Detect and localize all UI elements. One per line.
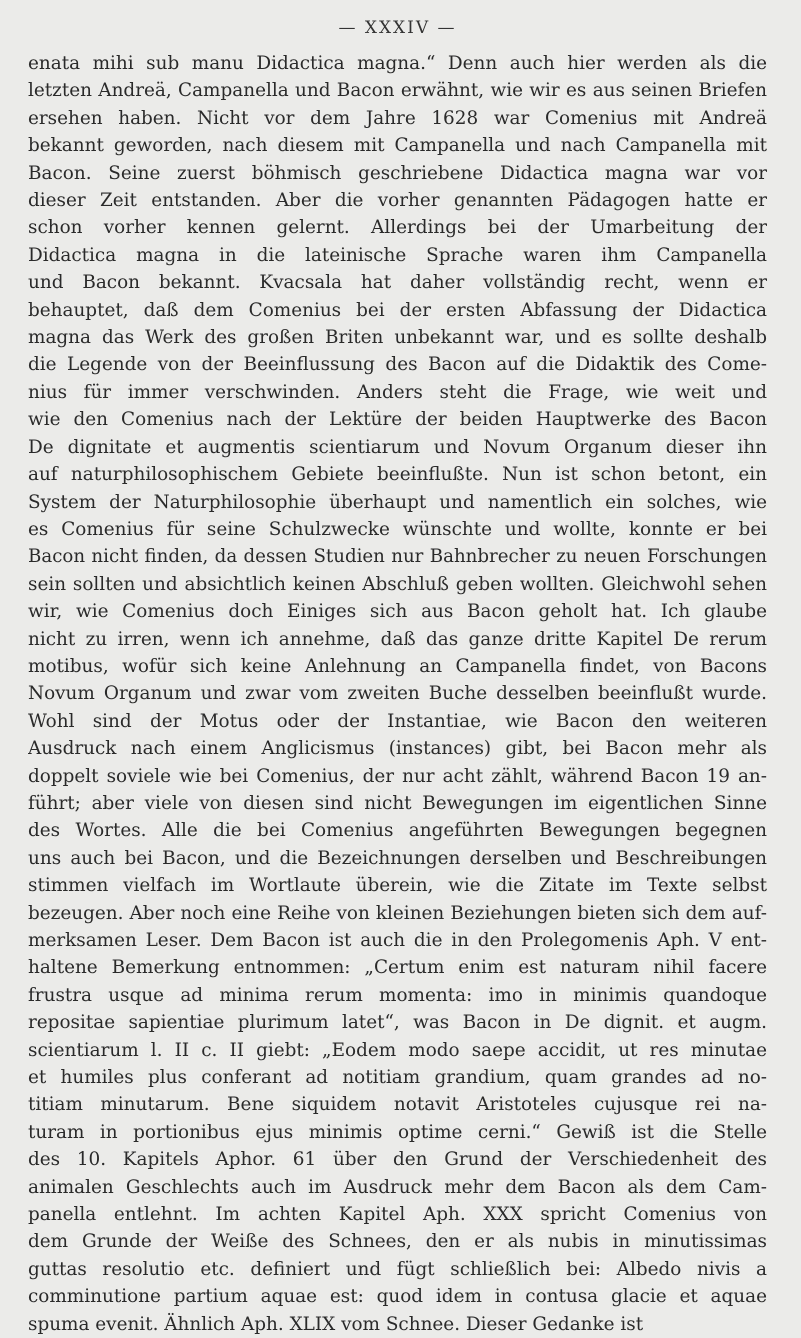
text-line: Didactica magna in die lateinische Sprache waren ihm Campanella [28, 244, 767, 266]
text-line: nicht zu irren, wenn ich annehme, daß das ganze dritte Kapitel De rerum [28, 628, 767, 650]
text-line: merksamen Leser. Dem Bacon ist auch die in den Prolegomenis Aph. V ent- [28, 930, 767, 951]
body-text [28, 50, 767, 1338]
text-line: motibus, wofür sich keine Anlehnung an Campanella findet, von Bacons [28, 655, 767, 677]
text-line: sein sollten und absichtlich keinen Abschluß geben wollten. Gleichwohl sehen [28, 573, 767, 595]
text-line: repositae sapientiae plurimum latet“, was Bacon in De dignit. et augm. [28, 1012, 767, 1034]
text-line: letzten Andreä, Campanella und Bacon erwähnt, wie wir es aus seinen Briefen [28, 80, 767, 102]
text-line: und Bacon bekannt. Kvacsala hat daher vollständig recht, wenn er [28, 272, 767, 294]
text-line: des Wortes. Alle die bei Comenius angeführten Bewegungen begegnen [28, 820, 767, 842]
text-line: turam in portionibus ejus minimis optime cerni.“ Gewiß ist die Stelle [28, 1121, 767, 1143]
text-line: enata mihi sub manu Didactica magna.“ Denn auch hier werden als die [28, 53, 767, 74]
text-line: De dignitate et augmentis scientiarum und Novum Organum dieser ihn [28, 436, 767, 458]
text-line: Novum Organum und zwar vom zweiten Buche desselben beeinflußt wurde. [28, 683, 767, 705]
text-line: wir, wie Comenius doch Einiges sich aus Bacon geholt hat. Ich glaube [28, 601, 767, 623]
text-line: Ausdruck nach einem Anglicismus (instances) gibt, bei Bacon mehr als [28, 738, 767, 760]
text-line: uns auch bei Bacon, und die Bezeichnungen derselben und Beschreibungen [28, 847, 767, 869]
text-line: bekannt geworden, nach diesem mit Campanella und nach Campanella mit [28, 135, 767, 157]
text-line: Bacon nicht finden, da dessen Studien nur Bahnbrecher zu neuen Forschungen [28, 546, 767, 568]
text-line: titiam minutarum. Bene siquidem notavit Aristoteles cujusque rei na- [28, 1094, 767, 1116]
text-line: ersehen haben. Nicht vor dem Jahre 1628 war Comenius mit Andreä [28, 107, 767, 129]
text-line: auf naturphilosophischem Gebiete beeinflußte. Nun ist schon betont, ein [28, 464, 767, 486]
text-line: panella entlehnt. Im achten Kapitel Aph. XXX spricht Comenius von [28, 1204, 767, 1226]
text-line: bezeugen. Aber noch eine Reihe von kleinen Beziehungen bieten sich dem auf- [28, 902, 767, 924]
text-line: Bacon. Seine zuerst böhmisch geschriebene Didactica magna war vor [28, 162, 767, 184]
text-line: es Comenius für seine Schulzwecke wünschte und wollte, konnte er bei [28, 518, 767, 540]
text-line: Wohl sind der Motus oder der Instantiae, wie Bacon den weiteren [28, 710, 767, 732]
text-line: et humiles plus conferant ad notitiam grandium, quam grandes ad no- [28, 1067, 767, 1089]
text-line: spuma evenit. Ähnlich Aph. XLIX vom Schnee. Dieser Gedanke ist [28, 1313, 644, 1335]
text-line: stimmen vielfach im Wortlaute überein, wie die Zitate im Texte selbst [28, 875, 767, 897]
text-line: nius für immer verschwinden. Anders steht die Frage, wie weit und [28, 381, 767, 403]
text-line: frustra usque ad minima rerum momenta: imo in minimis quandoque [28, 984, 767, 1006]
text-line: haltene Bemerkung entnommen: „Certum enim est naturam nihil facere [28, 957, 767, 979]
text-line: magna das Werk des großen Briten unbekannt war, und es sollte deshalb [28, 327, 767, 349]
text-line: dem Grunde der Weiße des Schnees, den er als nubis in minutissimas [28, 1231, 767, 1253]
text-line: guttas resolutio etc. definiert und fügt schließlich bei: Albedo nivis a [28, 1258, 767, 1280]
text-line: animalen Geschlechts auch im Ausdruck mehr dem Bacon als dem Cam- [28, 1176, 767, 1198]
text-line: schon vorher kennen gelernt. Allerdings bei der Umarbeitung der [28, 217, 767, 239]
text-line: comminutione partium aquae est: quod idem in contusa glacie et aquae [28, 1286, 767, 1308]
text-line: scientiarum l. II c. II giebt: „Eodem modo saepe accidit, ut res minutae [28, 1039, 767, 1061]
text-line: die Legende von der Beeinflussung des Bacon auf die Didaktik des Come- [28, 354, 767, 376]
text-line: dieser Zeit entstanden. Aber die vorher genannten Pädagogen hatte er [28, 190, 767, 212]
page-number-header: — XXXIV — [338, 18, 457, 38]
text-line: des 10. Kapitels Aphor. 61 über den Grund der Verschiedenheit des [28, 1149, 767, 1171]
text-line: wie den Comenius nach der Lektüre der beiden Hauptwerke des Bacon [28, 409, 767, 431]
text-line: führt; aber viele von diesen sind nicht Bewegungen im eigentlichen Sinne [28, 792, 767, 814]
text-line: System der Naturphilosophie überhaupt und namentlich ein solches, wie [28, 491, 767, 513]
text-line: behauptet, daß dem Comenius bei der ersten Abfassung der Didactica [28, 299, 767, 321]
text-line: doppelt soviele wie bei Comenius, der nur acht zählt, während Bacon 19 an- [28, 765, 767, 787]
